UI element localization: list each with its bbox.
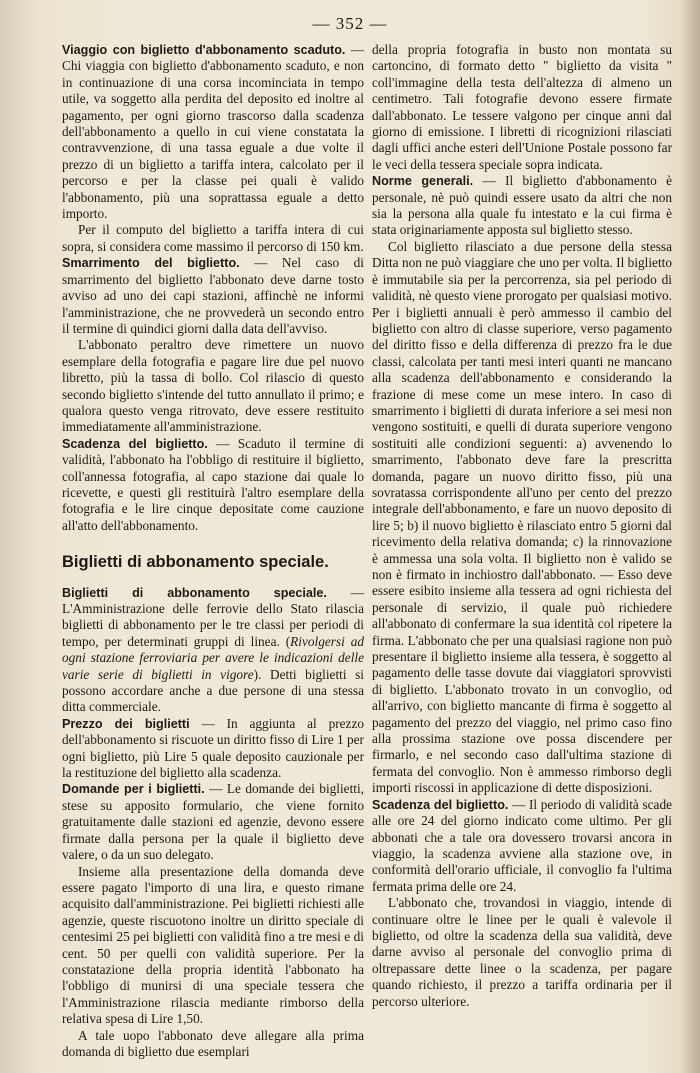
heading-ticket-requests: Domande per i biglietti.	[62, 782, 205, 797]
heading-ticket-expiry: Scadenza del biglietto.	[62, 436, 208, 451]
paragraph-new-photo: L'abbonato peraltro deve rimettere un nuovo esemplare della fotografia e pagare lire due pel nuovo libretto, più la tassa di bollo. Col rilascio di questo secondo biglietto s'intende del tutto annullato il primo; e qualora questo venga ritrovato, deve essere restituito immediatamente all'amministrazione.	[62, 337, 364, 435]
page-number: — 352 —	[312, 14, 388, 33]
paragraph-ticket-price: Prezzo dei biglietti — In aggiunta al prezzo dell'abbonamento si riscuote un diritto fisso di Lire 1 per ogni biglietto, più Lire 5 quale deposito cauzionale per la restituzione del biglietto alla scadenza.	[62, 715, 365, 781]
heading-general-rules: Norme generali.	[372, 174, 474, 189]
heading-expired-ticket: Viaggio con biglietto d'abbonamento scaduto.	[62, 43, 346, 57]
right-column	[372, 42, 672, 1010]
paragraph-lost-ticket: Smarrimento del biglietto. — Nel caso di smarrimento del biglietto l'abbonato deve darne tosto avviso ad uno dei capi stazioni, affinchè ne informi l'amministrazione, che ne provvederà un secondo entro il termine di quindici giorni dalla data dell'avviso.	[62, 255, 364, 336]
paragraph-expired-ticket: Viaggio con biglietto d'abbonamento scaduto. — Chi viaggia con biglietto d'abbonamento scaduto, e non in continuazione di una corsa incominciata in tempo utile, va soggetto alla perdita del deposito ed inoltre al pagamento, per ogni giorno trascorso dalla scadenza dell'abbonamento a quello in cui viene constatata la contravvenzione, di una tassa eguale a due volte il prezzo di un biglietto a tariffa intera, calcolato per il percorso e per la classe pei quali è valido l'abbonamento, più una soprattassa eguale a detto importo.	[62, 42, 365, 222]
paragraph-validity-expiry: Scadenza del biglietto. — Il periodo di validità scade alle ore 24 del giorno indicato come ultimo. Per gli abbonati che a tale ora dovessero trovarsi ancora in viaggio, la scadenza avviene alla stazione ove, in conformità dell'orario ufficiale, il convoglio fa l'ultima fermata prima delle ore 24.	[372, 796, 672, 894]
paragraph-ticket-expiry: Scadenza del biglietto. — Scaduto il termine di validità, l'abbonato ha l'obbligo di restituire il biglietto, coll'annessa fotografia, al capo stazione dai quale lo ricevette, e questi gli restituirà l'altro esemplare della fotografia e le lire cinque depositate come cauzione all'atto dell'abbonamento.	[62, 435, 364, 533]
paragraph-shared-tickets: Col biglietto rilasciato a due persone della stessa Ditta non ne può viaggiare che uno per volta. Il biglietto è immutabile sia per la percorrenza, sia pel periodo di validità, nè questo viene prorogato per qualsiasi motivo. Per i biglietti annuali è però ammesso il cambio del biglietto con altro di classe superiore, verso pagamento del diritto fisso e della differenza di prezzo fra le due classi, calcolata per tanti mesi interi quanti ne mancano alla scadenza dell'abbonamento e considerando la frazione di mese come un mese intero. In caso di smarrimento i biglietti di durata inferiore a sei mesi non vengono sostituiti, e quelli di durata superiore vengono sostituiti alle condizioni seguenti: a) avvenendo lo smarrimento, l'abbonato deve fare la prescritta domanda, pagare un nuovo diritto fisso, più una sovratassa corrispondente all'uno per cento del prezzo integrale dell'abbonamento, e fare un nuovo deposito di lire 5; b) il nuovo biglietto è rilasciato entro 5 giorni dal ricevimento della relativa domanda; c) la rinnovazione è ammessa una sola volta. Il biglietto non è valido se non è firmato in inchiostro dall'abbonato. — Esso deve essere esibito insieme alla tessera ad ogni richiesta del personale di servizio, il quale può richiedere all'abbonato di confermare la sua identità col ripetere la firma. L'abbonato che per una qualsiasi ragione non può presentare il biglietto insieme alla tessera, è soggetto al pagamento delle tasse dovute dai viaggiatori sprovvisti di biglietto. L'abbonato trovato in un convoglio, od all'arrivo, con biglietto mancante di firma è soggetto al pagamento del prezzo del viaggio, nel primo caso fino alla prossima stazione ove possa discendere per firmarlo, e nel secondo caso dall'ultima stazione di fermata del convoglio. Non è ammesso rimborso degli importi riscossi in applicazione di dette disposizioni.	[372, 238, 672, 796]
paragraph-fare-computation: Per il computo del biglietto a tariffa intera di cui sopra, si considera come massimo il percorso di 150 km.	[62, 222, 364, 254]
paragraph-ticket-requests: Domande per i biglietti. — Le domande dei biglietti, stese su apposito formulario, che viene fornito gratuitamente dalle stazioni ed agenzie, devono essere firmate dalla persona per la quale il biglietto deve valere, o da un suo delegato.	[62, 781, 364, 863]
section-title: Biglietti di abbonamento speciale.	[62, 553, 329, 572]
paragraph-photo-requirement: A tale uopo l'abbonato deve allegare alla prima domanda di biglietto due esemplari	[62, 1027, 364, 1059]
heading-ticket-price: Prezzo dei biglietti	[62, 716, 190, 731]
paragraph-application-fee: Insieme alla presentazione della domanda deve essere pagato l'importo di una lira, e questo rimane acquisito dall'amministrazione. Pei biglietti richiesti alle agenzie, queste riscuotono inoltre un diritto speciale di centesimi 25 pei biglietti con validità fino a tre mesi e di cent. 50 per quelli con validità superiore. Per la constatazione della propria identità l'abbonato ha l'obbligo di munirsi di una speciale tessera che l'Amministrazione rilascia mediante rimborso della relativa spesa di Lire 1,50.	[62, 863, 364, 1027]
heading-lost-ticket: Smarrimento del biglietto.	[62, 256, 240, 271]
heading-special-tickets: Biglietti di abbonamento speciale.	[62, 585, 327, 600]
paragraph-continue-travel: L'abbonato che, trovandosi in viaggio, intende di continuare oltre le linee per le quali è valevole il biglietto, od oltre la scadenza della sua validità, deve darne avviso al personale del convoglio prima di oltrepassare dette linee o la scadenza, per pagare quando richiesto, il prezzo a tariffa ordinaria per il percorso ulteriore.	[372, 895, 672, 1009]
paragraph-photo-format: della propria fotografia in busto non montata su cartoncino, di formato detto " biglietto da visita " coll'immagine della testa dell'altezza di almeno un centimetro. Tali fotografie devono essere firmate dall'abbonato. Le tessere valgono per cinque anni dal giorno di emissione. I libretti di ricognizioni rilasciati dagli uffici anche esteri dell'Unione Postale possono far le veci della tessera speciale sopra indicata.	[372, 42, 672, 172]
heading-validity-expiry: Scadenza del biglietto.	[372, 797, 509, 812]
left-column	[62, 42, 364, 1060]
paragraph-special-tickets: Biglietti di abbonamento speciale. — L'Amministrazione delle ferrovie dello Stato rilascia biglietti di abbonamento per le tre classi per periodi di tempo, per determinati gruppi di linea. (Rivolgersi ad ogni stazione ferroviaria per avere le indicazioni delle varie serie di biglietti in vigore). Detti biglietti si possono accordare anche a due persone di una stessa ditta commerciale.	[62, 584, 364, 715]
paragraph-general-rules: Norme generali. — Il biglietto d'abbonamento è personale, nè può quindi essere usato da altri che non sia la persona alla quale fu intestato e la cui firma è stata originariamente apposta sul biglietto stesso.	[372, 173, 672, 238]
